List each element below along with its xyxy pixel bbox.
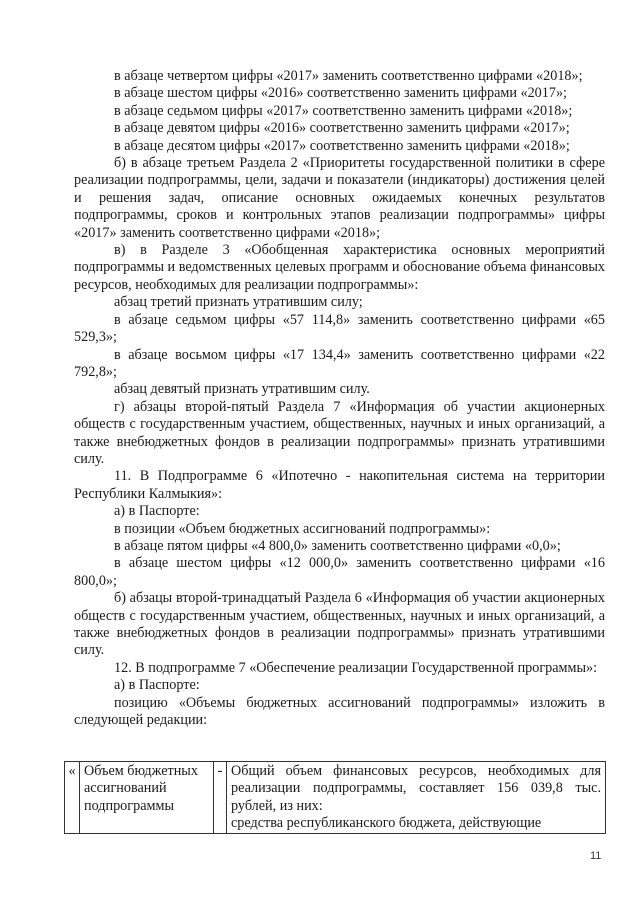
paragraph-4: в абзаце девятом цифры «2016» соответственно заменить цифрами «2017»; <box>114 120 570 137</box>
paragraph-12: г) абзацы второй-пятый Раздела 7 «Информация об участии акционерных обществ с государственным участием, общественных, научных и иных организаций, а также внебюджетных фондов в реализации подпрограммы» признать утратившими силу. <box>74 398 605 467</box>
content-line: средства республиканского бюджета, действующие <box>231 815 542 832</box>
quote-mark-cell: « <box>65 762 80 834</box>
paragraph-7: в) в Разделе 3 «Обобщенная характеристика основных мероприятий подпрограммы и ведомственных целевых программ и обоснование объема финансовых ресурсов, необходимых для реализации подпрограммы»: <box>74 242 605 293</box>
paragraph-5: в абзаце десятом цифры «2017» соответственно заменить цифрами «2018»; <box>114 137 570 154</box>
content-line: Общий объем финансовых ресурсов, необходимых для реализации подпрограммы, составляет 156 039,8 тыс. рублей, из них: <box>231 763 601 814</box>
paragraph-13: 11. В Подпрограмме 6 «Ипотечно - накопительная система на территории Республики Калмыкия»: <box>74 468 605 502</box>
paragraph-21: позицию «Объемы бюджетных ассигнований подпрограммы» изложить в следующей редакции: <box>74 694 605 729</box>
paragraph-3: в абзаце седьмом цифры «2017» соответственно заменить цифрами «2018»; <box>114 102 573 119</box>
paragraph-10: в абзаце восьмом цифры «17 134,4» заменить соответственно цифрами «22 792,8»; <box>74 346 605 380</box>
paragraph-19: 12. В подпрограмме 7 «Обеспечение реализации Государственной программы»: <box>114 659 598 676</box>
paragraph-9: в абзаце седьмом цифры «57 114,8» заменить соответственно цифрами «65 529,3»; <box>74 311 605 346</box>
table-row <box>65 762 606 834</box>
paragraph-15: в позиции «Объем бюджетных ассигнований подпрограммы»: <box>114 520 491 537</box>
paragraph-18: б) абзацы второй-тринадцатый Раздела 6 «Информация об участии акционерных обществ с государственным участием, общественных, научных и иных организаций, а также внебюджетных фондов в реализации подпрограммы» признать утратившими силу. <box>74 590 605 659</box>
paragraph-14: а) в Паспорте: <box>114 503 200 520</box>
paragraph-17: в абзаце шестом цифры «12 000,0» заменить соответственно цифрами «16 800,0»; <box>74 555 605 589</box>
position-content-cell <box>227 762 606 834</box>
paragraph-16: в абзаце пятом цифры «4 800,0» заменить соответственно цифрами «0,0»; <box>114 537 561 554</box>
dash-cell: - <box>214 762 227 834</box>
paragraph-2: в абзаце шестом цифры «2016» соответственно заменить цифрами «2017»; <box>114 85 567 102</box>
paragraph-6: б) в абзаце третьем Раздела 2 «Приоритеты государственной политики в сфере реализации подпрограммы, цели, задачи и показатели (индикаторы) достижения целей и решения задач, описание основных ожидаемых конечных результатов подпрограммы, сроков и контрольных этапов реализации подпрограммы» цифры «2017» заменить соответственно цифрами «2018»; <box>74 155 605 241</box>
paragraph-11: абзац девятый признать утратившим силу. <box>114 381 370 398</box>
paragraph-8: абзац третий признать утратившим силу; <box>114 294 363 311</box>
paragraph-20: а) в Паспорте: <box>114 677 200 694</box>
document-body <box>74 68 605 729</box>
page-number: 11 <box>590 850 602 862</box>
position-label-cell: Объем бюджетных ассигнований подпрограммы <box>80 762 214 834</box>
budget-table <box>64 761 606 834</box>
paragraph-1: в абзаце четвертом цифры «2017» заменить соответственно цифрами «2018»; <box>114 68 583 84</box>
